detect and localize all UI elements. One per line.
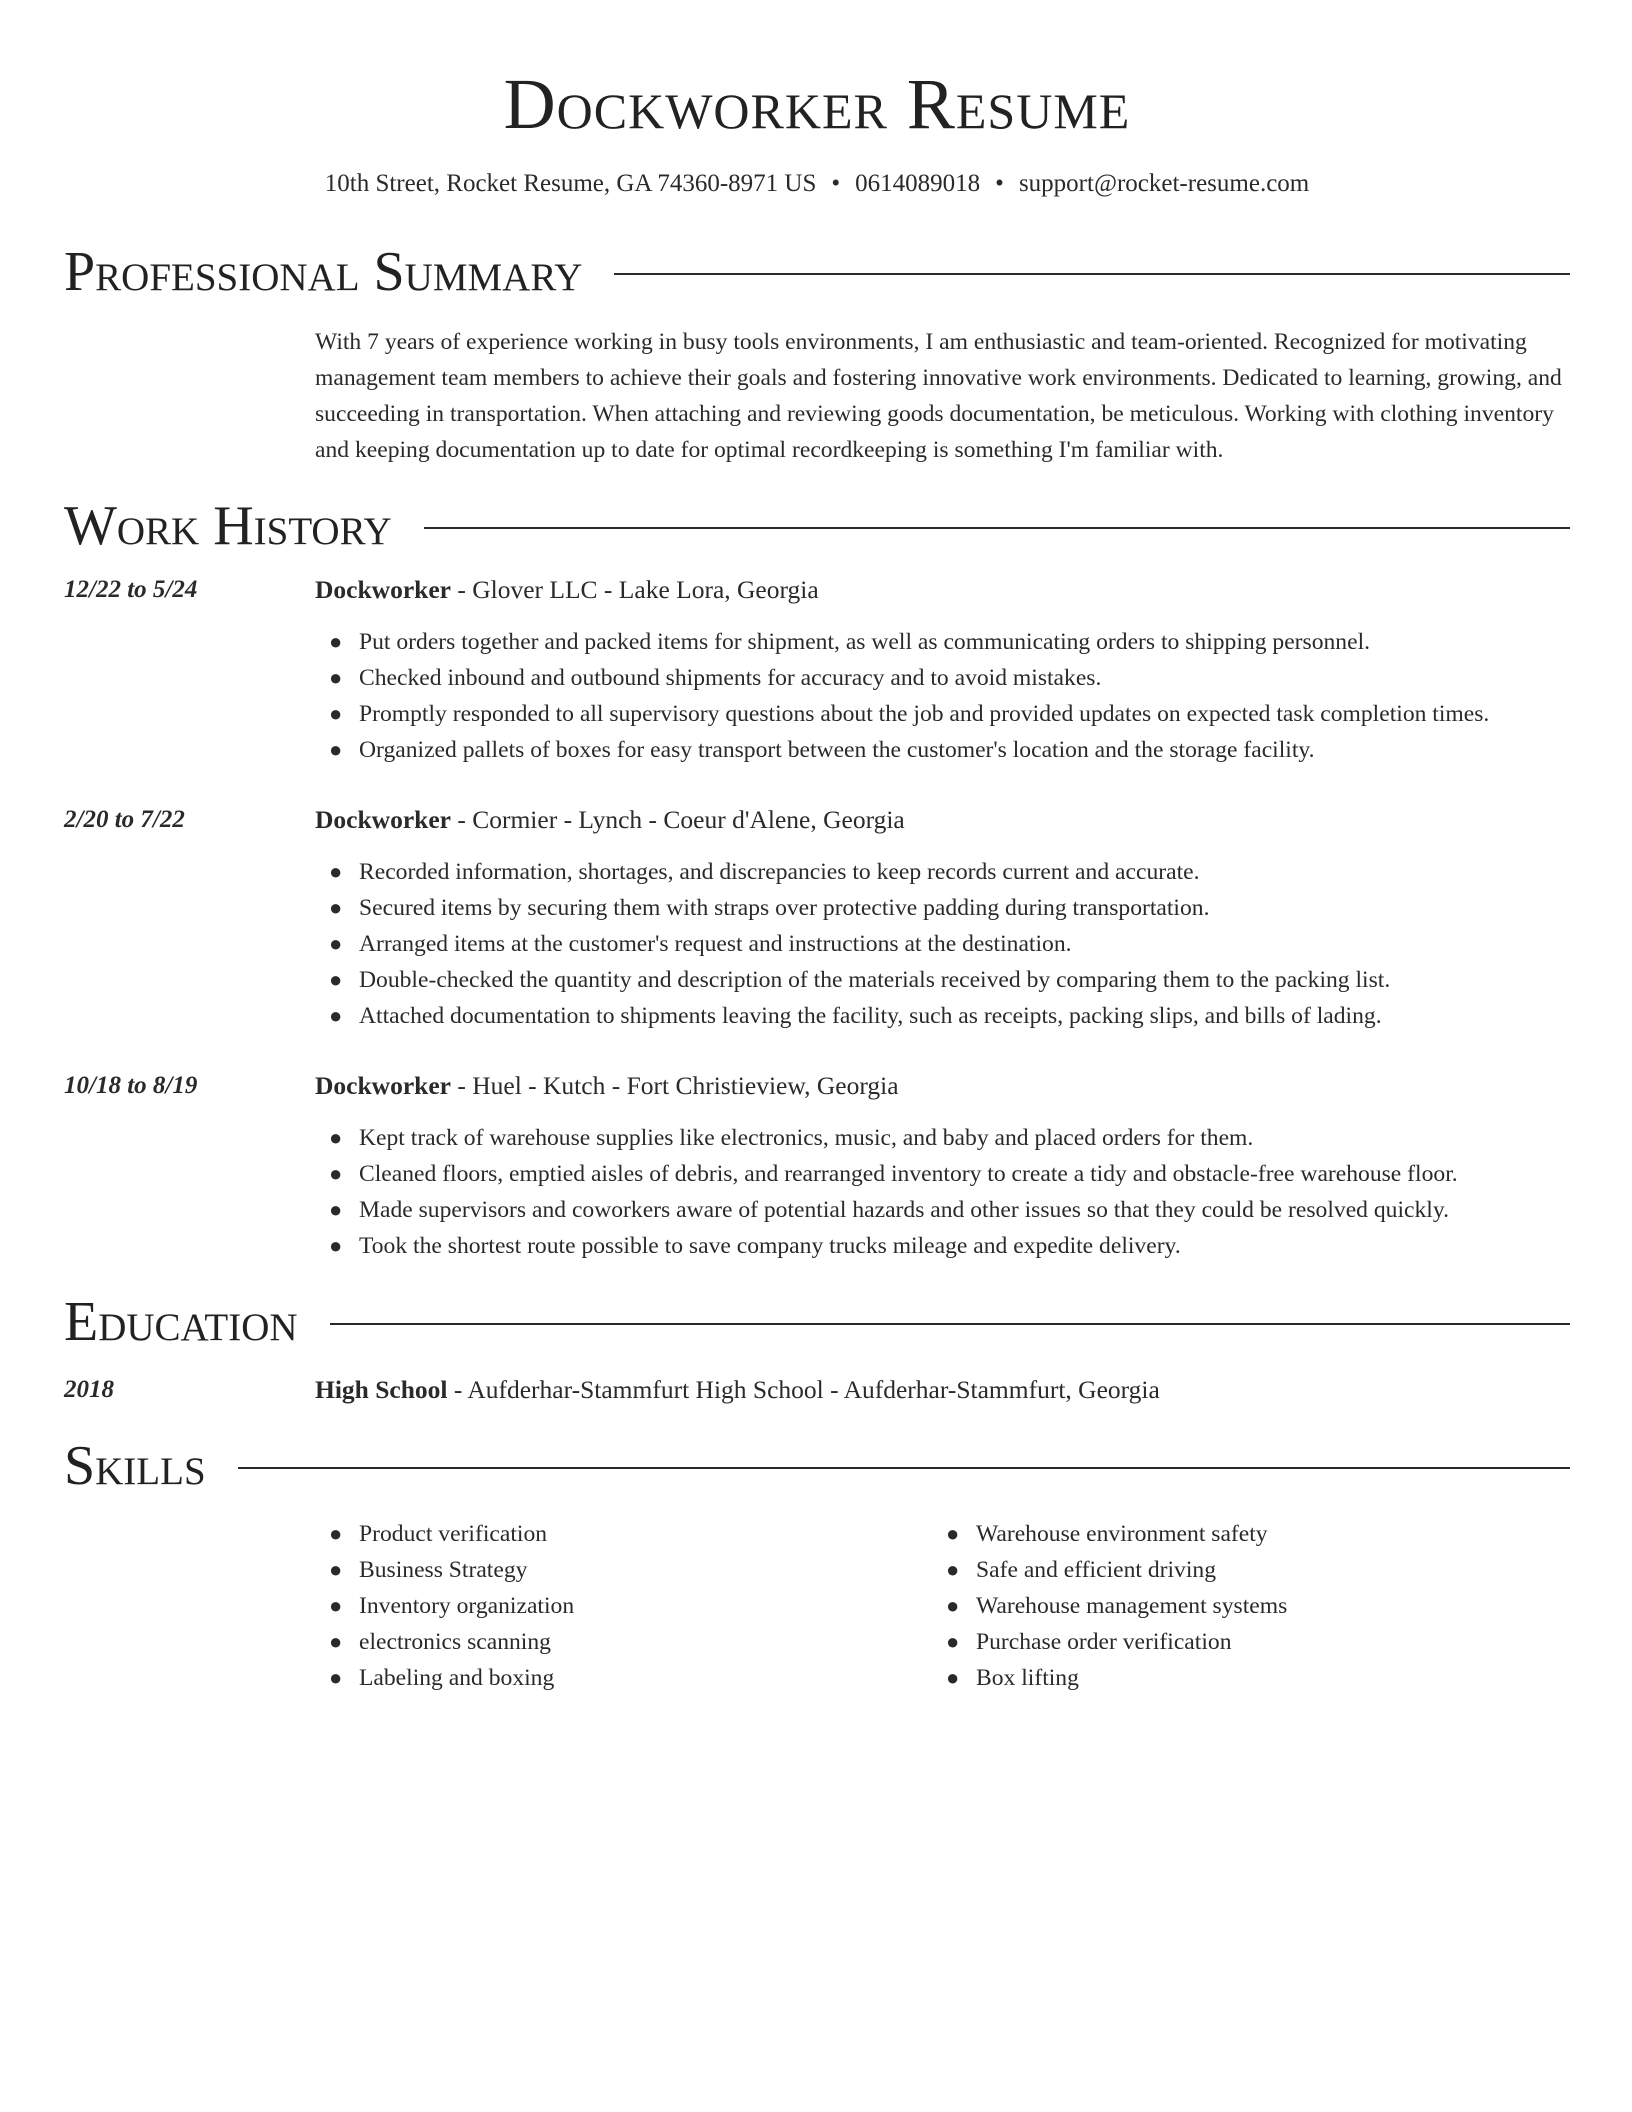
section-divider [424, 527, 1570, 529]
list-item [315, 1192, 1570, 1228]
bullet-icon: ● [946, 1521, 960, 1546]
education-entry [64, 1372, 1570, 1408]
skills-section-title: Skills [64, 1435, 206, 1497]
resume-page [64, 0, 1570, 1696]
list-item [315, 890, 1570, 926]
skill-item [315, 1660, 932, 1696]
list-item-text: Secured items by securing them with straps over protective padding during transportation. [359, 895, 1210, 921]
job-bullets [315, 624, 1570, 768]
bullet-icon: ● [329, 1665, 343, 1690]
list-item [315, 1156, 1570, 1192]
section-divider [238, 1467, 1570, 1469]
education-section-header [64, 1290, 1570, 1354]
bullet-icon: ● [946, 1629, 960, 1654]
job-details: - Huel - Kutch - Fort Christieview, Georgia [450, 1071, 899, 1100]
bullet-icon: ● [329, 1557, 343, 1582]
education-details: - Aufderhar-Stammfurt High School - Aufderhar-Stammfurt, Georgia [447, 1375, 1160, 1404]
contact-email: support@rocket-resume.com [1018, 170, 1310, 197]
skill-item [932, 1660, 1549, 1696]
contact-separator: • [995, 170, 1004, 197]
list-item-text: Put orders together and packed items for shipment, as well as communicating orders to shipping personnel. [359, 629, 1371, 655]
skill-text: Warehouse environment safety [976, 1521, 1268, 1547]
job-list [64, 572, 1570, 1264]
job-entry [64, 572, 1570, 768]
education-title [315, 1372, 1570, 1408]
job-entry [64, 802, 1570, 1034]
list-item-text: Double-checked the quantity and description of the materials received by comparing them to the packing list. [359, 967, 1391, 993]
education-body [315, 1372, 1570, 1408]
list-item [315, 660, 1570, 696]
skill-text: Warehouse management systems [976, 1593, 1288, 1619]
list-item-text: Checked inbound and outbound shipments for accuracy and to avoid mistakes. [359, 665, 1102, 691]
bullet-icon: ● [329, 1233, 343, 1258]
bullet-icon: ● [329, 701, 343, 726]
skill-text: Box lifting [976, 1665, 1079, 1691]
skill-text: electronics scanning [359, 1629, 551, 1655]
contact-separator: • [831, 170, 841, 197]
bullet-icon: ● [329, 1125, 343, 1150]
list-item-text: Made supervisors and coworkers aware of potential hazards and other issues so that they could be resolved quickly. [359, 1197, 1450, 1223]
bullet-icon: ● [329, 1593, 343, 1618]
job-title [315, 572, 1570, 608]
skills-section-header [64, 1434, 1570, 1498]
contact-address: 10th Street, Rocket Resume, GA 74360-8971 US [324, 170, 817, 197]
contact-line [64, 168, 1570, 200]
bullet-icon: ● [329, 1197, 343, 1222]
bullet-icon: ● [946, 1665, 960, 1690]
education-degree: High School [315, 1375, 448, 1404]
skills-list-left [315, 1516, 932, 1696]
skill-text: Inventory organization [359, 1593, 575, 1619]
list-item [315, 732, 1570, 768]
summary-text: With 7 years of experience working in busy tools environments, I am enthusiastic and team-oriented. Recognized for motivating management team members to achieve their goals and fostering innovative work environments. Dedicated to learning, growing, and succeeding in transportation. When attaching and reviewing goods documentation, be meticulous. Working with clothing inventory and keeping documentation up to date for optimal recordkeeping is something I'm familiar with. [315, 329, 1562, 463]
list-item [315, 926, 1570, 962]
job-details: - Cormier - Lynch - Coeur d'Alene, Georgia [450, 805, 905, 834]
work-section-title: Work History [64, 495, 392, 557]
skill-item [315, 1624, 932, 1660]
list-item-text: Organized pallets of boxes for easy transport between the customer's location and the storage facility. [359, 737, 1315, 763]
job-role: Dockworker [315, 1071, 451, 1100]
section-divider [330, 1323, 1570, 1325]
job-details: - Glover LLC - Lake Lora, Georgia [450, 575, 819, 604]
skill-text: Business Strategy [359, 1557, 528, 1583]
skill-item [932, 1516, 1549, 1552]
job-body [315, 572, 1570, 768]
skill-item [315, 1552, 932, 1588]
job-role: Dockworker [315, 575, 451, 604]
skill-item [932, 1588, 1549, 1624]
skill-item [315, 1516, 932, 1552]
bullet-icon: ● [329, 665, 343, 690]
list-item-text: Promptly responded to all supervisory questions about the job and provided updates on expected task completion times. [359, 701, 1490, 727]
list-item [315, 998, 1570, 1034]
section-divider [614, 273, 1570, 275]
bullet-icon: ● [329, 1003, 343, 1028]
contact-phone: 0614089018 [855, 170, 981, 197]
bullet-icon: ● [329, 629, 343, 654]
list-item [315, 1120, 1570, 1156]
list-item-text: Cleaned floors, emptied aisles of debris, and rearranged inventory to create a tidy and obstacle-free warehouse floor. [359, 1161, 1458, 1187]
bullet-icon: ● [946, 1593, 960, 1618]
list-item-text: Took the shortest route possible to save company trucks mileage and expedite delivery. [359, 1233, 1181, 1259]
list-item-text: Arranged items at the customer's request and instructions at the destination. [359, 931, 1072, 957]
bullet-icon: ● [946, 1557, 960, 1582]
job-entry [64, 1068, 1570, 1264]
job-title [315, 1068, 1570, 1104]
job-dates: 2/20 to 7/22 [64, 806, 185, 833]
job-dates: 10/18 to 8/19 [64, 1072, 198, 1099]
skill-text: Labeling and boxing [359, 1665, 555, 1691]
skill-item [932, 1624, 1549, 1660]
bullet-icon: ● [329, 737, 343, 762]
bullet-icon: ● [329, 1161, 343, 1186]
summary-section-title: Professional Summary [64, 241, 583, 303]
education-year: 2018 [64, 1376, 114, 1403]
skill-text: Purchase order verification [976, 1629, 1232, 1655]
job-bullets [315, 854, 1570, 1034]
bullet-icon: ● [329, 967, 343, 992]
bullet-icon: ● [329, 859, 343, 884]
skill-item [932, 1552, 1549, 1588]
skill-item [315, 1588, 932, 1624]
job-dates: 12/22 to 5/24 [64, 576, 198, 603]
list-item [315, 1228, 1570, 1264]
list-item [315, 696, 1570, 732]
bullet-icon: ● [329, 895, 343, 920]
job-body [315, 802, 1570, 1034]
job-title [315, 802, 1570, 838]
list-item [315, 624, 1570, 660]
skill-text: Safe and efficient driving [976, 1557, 1217, 1583]
skills-columns [315, 1516, 1570, 1696]
list-item-text: Kept track of warehouse supplies like electronics, music, and baby and placed orders for them. [359, 1125, 1254, 1151]
job-role: Dockworker [315, 805, 451, 834]
list-item [315, 854, 1570, 890]
job-body [315, 1068, 1570, 1264]
list-item-text: Recorded information, shortages, and discrepancies to keep records current and accurate. [359, 859, 1200, 885]
bullet-icon: ● [329, 1521, 343, 1546]
list-item-text: Attached documentation to shipments leaving the facility, such as receipts, packing slips, and bills of lading. [359, 1003, 1382, 1029]
skills-list-right [932, 1516, 1549, 1696]
education-section-title: Education [64, 1291, 298, 1353]
work-section-header [64, 494, 1570, 558]
resume-name: Dockworker Resume [503, 64, 1131, 144]
job-bullets [315, 1120, 1570, 1264]
bullet-icon: ● [329, 931, 343, 956]
list-item [315, 962, 1570, 998]
summary-section-header [64, 240, 1570, 304]
skill-text: Product verification [359, 1521, 548, 1547]
bullet-icon: ● [329, 1629, 343, 1654]
